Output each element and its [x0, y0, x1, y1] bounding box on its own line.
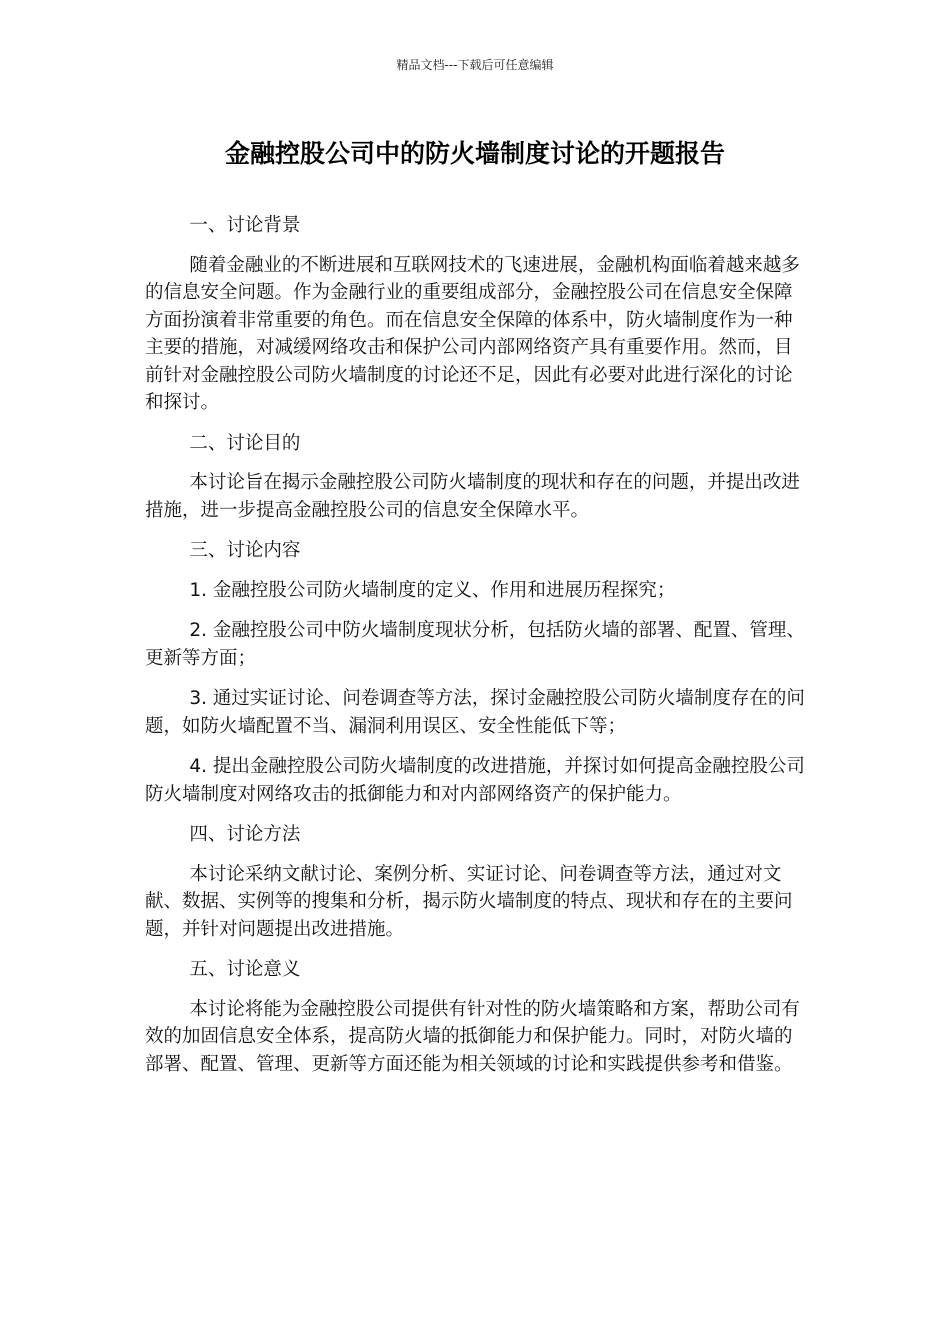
page-header-watermark: 精品文档---下载后可任意编辑	[396, 58, 554, 72]
content-list-item: 3. 通过实证讨论、问卷调查等方法，探讨金融控股公司防火墙制度存在的问题，如防火墙配置不当、漏洞利用误区、安全性能低下等；	[145, 688, 805, 737]
document-body	[145, 212, 810, 1091]
section-heading-method: 四、讨论方法	[189, 824, 301, 845]
section-heading-purpose: 二、讨论目的	[189, 432, 301, 454]
content-list-item: 1. 金融控股公司防火墙制度的定义、作用和进展历程探究；	[189, 579, 676, 601]
section-heading-content: 三、讨论内容	[189, 540, 301, 561]
document-title: 金融控股公司中的防火墙制度讨论的开题报告	[224, 139, 725, 168]
section-paragraph-background: 随着金融业的不断进展和互联网技术的飞速进展，金融机构面临着越来越多的信息安全问题。作为金融行业的重要组成部分，金融控股公司在信息安全保障方面扮演着非常重要的角色。而在信息安全保障的体系中，防火墙制度作为一种主要的措施，对减缓网络攻击和保护公司内部网络资产具有重要作用。然而，目前针对金融控股公司防火墙制度的讨论还不足，因此有必要对此进行深化的讨论和探讨。	[145, 254, 800, 413]
section-paragraph-significance: 本讨论将能为金融控股公司提供有针对性的防火墙策略和方案，帮助公司有效的加固信息安全体系，提高防火墙的抵御能力和保护能力。同时，对防火墙的部署、配置、管理、更新等方面还能为相关领域的讨论和实践提供参考和借鉴。	[145, 998, 800, 1075]
content-list-item: 2. 金融控股公司中防火墙制度现状分析，包括防火墙的部署、配置、管理、更新等方面；	[145, 620, 805, 669]
section-paragraph-purpose: 本讨论旨在揭示金融控股公司防火墙制度的现状和存在的问题，并提出改进措施，进一步提高金融控股公司的信息安全保障水平。	[145, 472, 800, 521]
section-heading-background: 一、讨论背景	[189, 215, 301, 236]
content-list-item: 4. 提出金融控股公司防火墙制度的改进措施，并探讨如何提高金融控股公司防火墙制度对网络攻击的抵御能力和对内部网络资产的保护能力。	[145, 756, 805, 805]
section-paragraph-method: 本讨论采纳文献讨论、案例分析、实证讨论、问卷调查等方法，通过对文献、数据、实例等的搜集和分析，揭示防火墙制度的特点、现状和存在的主要问题，并针对问题提出改进措施。	[145, 863, 793, 940]
section-heading-significance: 五、讨论意义	[189, 959, 301, 980]
